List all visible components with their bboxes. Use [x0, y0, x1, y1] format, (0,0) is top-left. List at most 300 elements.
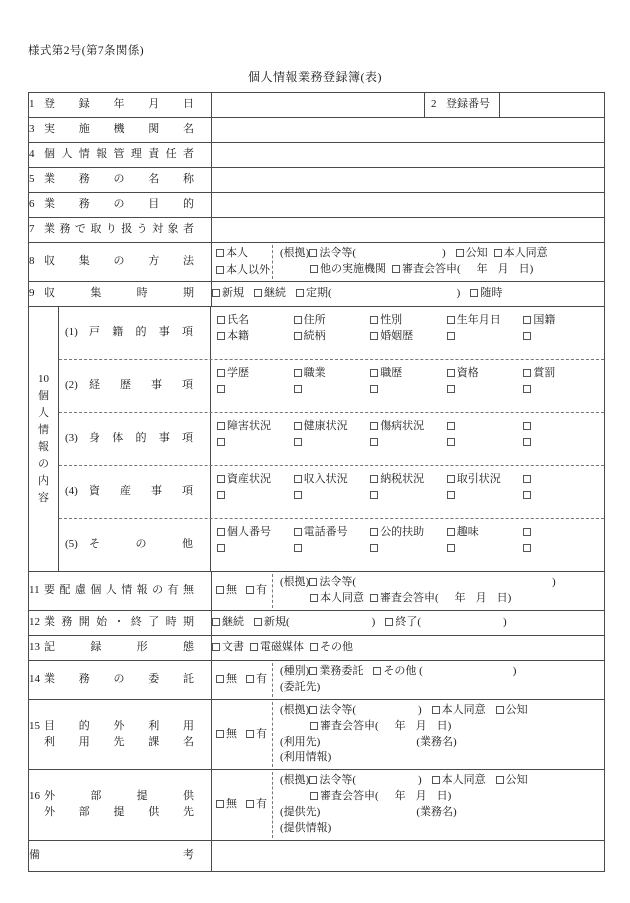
row-label-9	[29, 281, 212, 306]
row-number-4: 4	[29, 148, 35, 161]
row-number-8: 8	[29, 254, 35, 267]
checkbox-icon[interactable]	[309, 578, 317, 586]
checkbox-column	[217, 523, 294, 555]
checkbox-option[interactable]	[447, 486, 524, 502]
checkbox-option-continued[interactable]	[212, 615, 244, 631]
use-info-line[interactable]: (利用情報)	[280, 751, 332, 764]
subsection-label-2	[59, 360, 211, 412]
checkbox-option[interactable]	[370, 539, 447, 555]
checkbox-icon[interactable]	[447, 316, 455, 324]
basis-line-2	[280, 591, 600, 607]
row-number-3: 3	[29, 123, 35, 136]
checkbox-label: 業務委託	[319, 664, 364, 677]
checkbox-icon[interactable]	[523, 438, 531, 446]
checkbox-option[interactable]	[217, 539, 294, 555]
checkbox-option[interactable]	[217, 470, 294, 486]
checkbox-label: 本人同意	[503, 247, 548, 259]
provision-destination-label[interactable]: (提供先)	[280, 806, 321, 819]
collection-source-group	[212, 243, 272, 281]
checkbox-icon[interactable]	[294, 316, 302, 324]
business-name-label[interactable]: (業務名)	[416, 735, 457, 748]
checkbox-label: 有	[256, 672, 267, 685]
checkbox-label: 納税状況	[380, 472, 425, 485]
label-line-1	[29, 789, 211, 805]
checkbox-icon[interactable]	[373, 667, 381, 675]
checkbox-label: 資格	[456, 366, 479, 379]
checkbox-label: 他の実施機関	[320, 262, 386, 275]
checkbox-icon[interactable]	[447, 332, 455, 340]
checkbox-label: 法令等(	[319, 774, 356, 787]
vlabel-char: 内	[38, 474, 49, 487]
basis-line-2	[280, 719, 600, 735]
basis-line-1	[280, 773, 600, 789]
checkbox-option-honnin-igai[interactable]	[216, 262, 268, 279]
checkbox-label: 有	[256, 798, 267, 811]
checkbox-icon[interactable]	[310, 265, 318, 273]
row-number-9: 9	[29, 286, 35, 299]
row-label-text-remarks: 備考	[29, 849, 194, 862]
checkbox-label: 有	[256, 583, 267, 596]
row-number-5: 5	[29, 173, 35, 186]
row-number-14: 14	[29, 672, 40, 685]
checkbox-label: 無	[226, 583, 237, 596]
checkbox-icon[interactable]	[447, 369, 455, 377]
checkbox-icon[interactable]	[250, 643, 258, 651]
checkbox-icon[interactable]	[370, 544, 378, 552]
checkbox-icon[interactable]	[216, 675, 224, 683]
checkbox-icon[interactable]	[447, 528, 455, 536]
checkbox-label: 無	[226, 672, 237, 685]
row-label-15	[29, 699, 212, 770]
checkbox-column	[447, 417, 524, 449]
checkbox-icon[interactable]	[370, 316, 378, 324]
checkbox-icon[interactable]	[370, 369, 378, 377]
checkbox-icon[interactable]	[246, 730, 254, 738]
subsection-name: 経歴事項	[89, 378, 193, 391]
checkbox-icon[interactable]	[216, 800, 224, 808]
row-label-text-5: 業務の名称	[44, 173, 194, 186]
checkbox-option[interactable]	[447, 311, 524, 327]
checkbox-option-none[interactable]	[216, 727, 237, 743]
checkbox-icon[interactable]	[310, 594, 318, 602]
subsection-index: (5)	[65, 537, 78, 550]
paren-close: )	[418, 703, 422, 716]
checkbox-option-yes[interactable]	[246, 672, 267, 688]
checkbox-option-other[interactable]	[310, 640, 353, 656]
checkbox-option[interactable]	[294, 311, 371, 327]
checkbox-icon[interactable]	[212, 643, 220, 651]
checkbox-icon[interactable]	[385, 618, 393, 626]
year-label: 年	[454, 591, 466, 604]
checkbox-option[interactable]	[370, 364, 447, 380]
checkbox-option-ended[interactable]	[385, 615, 421, 631]
checkbox-icon[interactable]	[523, 422, 531, 430]
checkbox-icon[interactable]	[496, 706, 504, 714]
checkbox-label: 新規	[222, 286, 244, 299]
checkbox-label: 生年月日	[456, 313, 501, 326]
outsourcing-yesno-group	[212, 661, 272, 699]
checkbox-label: 資産状況	[227, 472, 271, 485]
checkbox-option[interactable]	[447, 433, 524, 449]
checkbox-label: 本人以外	[226, 263, 270, 276]
row-number-6: 6	[29, 198, 35, 211]
checkbox-icon[interactable]	[217, 385, 225, 393]
row-label-text-11: 要配慮個人情報の有無	[44, 583, 194, 596]
row-value-2[interactable]	[500, 93, 605, 118]
checkbox-option[interactable]	[294, 523, 371, 539]
checkbox-icon[interactable]	[246, 586, 254, 594]
checkbox-icon[interactable]	[294, 332, 302, 340]
checkbox-icon[interactable]	[212, 618, 220, 626]
checkbox-label: 学歴	[227, 366, 249, 379]
checkbox-icon[interactable]	[216, 249, 224, 257]
checkbox-icon[interactable]	[370, 422, 378, 430]
checkbox-icon[interactable]	[294, 438, 302, 446]
checkbox-icon[interactable]	[447, 475, 455, 483]
checkbox-label: 国籍	[533, 313, 556, 326]
checkbox-option[interactable]	[370, 417, 447, 433]
paren-close: )	[512, 664, 517, 677]
checkbox-option[interactable]	[447, 523, 524, 539]
checkbox-column	[217, 417, 294, 449]
checkbox-icon[interactable]	[310, 643, 318, 651]
row-value-12	[212, 610, 605, 635]
checkbox-column	[294, 311, 371, 343]
checkbox-label: 本人同意	[441, 703, 486, 716]
checkbox-option[interactable]	[523, 523, 600, 539]
checkbox-option[interactable]	[523, 364, 600, 380]
checkbox-icon[interactable]	[447, 422, 455, 430]
checkbox-option[interactable]	[447, 539, 524, 555]
checkbox-label: 審査会答申(	[320, 719, 379, 732]
checkbox-option[interactable]	[370, 433, 447, 449]
checkbox-icon[interactable]	[309, 249, 317, 257]
checkbox-column	[217, 470, 294, 502]
row-value-15	[212, 699, 605, 770]
table-row-record-format	[29, 635, 605, 660]
basis-line-2	[280, 262, 600, 278]
checkbox-column	[447, 311, 524, 343]
row-label-6	[29, 193, 212, 218]
checkbox-option[interactable]	[523, 311, 600, 327]
checkbox-option-honnin[interactable]	[216, 245, 268, 262]
checkbox-label: 電話番号	[303, 525, 348, 538]
checkbox-option-continued[interactable]	[254, 286, 286, 302]
checkbox-icon[interactable]	[370, 528, 378, 536]
row-number-16: 16	[29, 790, 40, 803]
checkbox-icon[interactable]	[310, 792, 318, 800]
checkbox-option[interactable]	[294, 539, 371, 555]
collection-basis-group	[273, 243, 604, 281]
checkbox-option[interactable]	[294, 364, 371, 380]
basis-line-1	[280, 703, 600, 719]
checkbox-icon[interactable]	[294, 422, 302, 430]
checkbox-icon[interactable]	[392, 265, 400, 273]
checkbox-column	[447, 470, 524, 502]
checkbox-option[interactable]	[370, 486, 447, 502]
checkbox-option[interactable]	[294, 417, 371, 433]
checkbox-option[interactable]	[370, 380, 447, 396]
checkbox-icon[interactable]	[523, 528, 531, 536]
checkbox-option[interactable]	[523, 539, 600, 555]
table-row-collection-method	[29, 243, 605, 282]
checkbox-option-document[interactable]	[212, 640, 244, 656]
checkbox-icon[interactable]	[294, 385, 302, 393]
checkbox-icon[interactable]	[496, 776, 504, 784]
checkbox-option-periodic[interactable]	[296, 286, 332, 302]
checkbox-icon[interactable]	[216, 586, 224, 594]
row-number-15: 15	[29, 719, 40, 732]
checkbox-icon[interactable]	[217, 422, 225, 430]
destination-label[interactable]: (利用先)	[280, 735, 321, 748]
checkbox-icon[interactable]	[294, 528, 302, 536]
subsection-name: その他	[89, 537, 193, 550]
checkbox-option[interactable]	[217, 380, 294, 396]
checkbox-icon[interactable]	[310, 722, 318, 730]
checkbox-option[interactable]	[523, 327, 600, 343]
checkbox-icon[interactable]	[217, 475, 225, 483]
checkbox-label: その他 (	[383, 664, 423, 677]
row-value-5[interactable]	[212, 168, 605, 193]
table-row-other-purpose-use	[29, 699, 605, 770]
row-label-text-8: 収集の方法	[44, 254, 194, 267]
checkbox-icon[interactable]	[212, 289, 220, 297]
checkbox-icon[interactable]	[217, 544, 225, 552]
checkbox-icon[interactable]	[447, 385, 455, 393]
checkbox-option[interactable]	[447, 470, 524, 486]
paren-close: )	[552, 575, 556, 588]
table-row-registration-date	[29, 93, 605, 118]
checkbox-option-yes[interactable]	[246, 727, 267, 743]
checkbox-icon[interactable]	[370, 385, 378, 393]
basis-prefix: (根拠)	[280, 774, 310, 787]
checkbox-column	[523, 470, 600, 502]
checkbox-icon[interactable]	[217, 369, 225, 377]
checkbox-icon[interactable]	[294, 544, 302, 552]
checkbox-option[interactable]	[217, 311, 294, 327]
checkbox-icon[interactable]	[523, 332, 531, 340]
checkbox-icon[interactable]	[523, 385, 531, 393]
checkbox-option-new[interactable]	[254, 615, 290, 631]
checkbox-label: 公知	[505, 774, 528, 787]
label-line-2	[29, 735, 211, 751]
checkbox-icon[interactable]	[217, 438, 225, 446]
checkbox-label: 文書	[222, 640, 244, 653]
checkbox-option[interactable]	[370, 470, 447, 486]
checkbox-icon[interactable]	[309, 706, 317, 714]
checkbox-label: 継続	[222, 615, 244, 628]
checkbox-label: 職歴	[380, 366, 403, 379]
checkbox-icon[interactable]	[254, 618, 262, 626]
checkbox-icon[interactable]	[254, 289, 262, 297]
row-number-11: 11	[29, 583, 40, 596]
basis-line-1	[280, 246, 600, 262]
row-label-text-13: 記録形態	[44, 640, 194, 653]
checkbox-icon[interactable]	[370, 491, 378, 499]
checkbox-icon[interactable]	[370, 332, 378, 340]
checkbox-option-none[interactable]	[216, 797, 237, 813]
row-label-11	[29, 571, 212, 610]
year-label: 年	[394, 790, 406, 803]
row-value-3[interactable]	[212, 118, 605, 143]
section-10-subsections	[59, 307, 604, 571]
year-label: 年	[394, 719, 406, 732]
checkbox-icon[interactable]	[432, 706, 440, 714]
checkbox-column	[523, 364, 600, 396]
checkbox-icon[interactable]	[494, 249, 502, 257]
basis-prefix: (根拠)	[280, 247, 310, 259]
row-label-text-7: 業務で取り扱う対象者	[44, 223, 194, 236]
checkbox-option[interactable]	[370, 523, 447, 539]
checkbox-column	[294, 470, 371, 502]
checkbox-option-yes[interactable]	[246, 583, 267, 599]
vlabel-char: 容	[38, 492, 49, 505]
checkbox-label: 続柄	[303, 329, 326, 342]
table-row-external-provision	[29, 770, 605, 841]
checkbox-icon[interactable]	[523, 369, 531, 377]
checkbox-icon[interactable]	[523, 491, 531, 499]
paren-close: )	[371, 615, 376, 628]
row-value-6[interactable]	[212, 193, 605, 218]
checkbox-icon[interactable]	[370, 438, 378, 446]
checkbox-option[interactable]	[217, 523, 294, 539]
checkbox-icon[interactable]	[370, 594, 378, 602]
checkbox-option[interactable]	[217, 433, 294, 449]
checkbox-icon[interactable]	[456, 249, 464, 257]
checkbox-column	[217, 311, 294, 343]
checkbox-label: 終了(	[395, 615, 422, 628]
checkbox-icon[interactable]	[432, 776, 440, 784]
checkbox-icon[interactable]	[246, 675, 254, 683]
checkbox-icon[interactable]	[246, 800, 254, 808]
checkbox-option-yes[interactable]	[246, 797, 267, 813]
checkbox-option[interactable]	[523, 470, 600, 486]
checkbox-icon[interactable]	[523, 316, 531, 324]
checkbox-option-none[interactable]	[216, 583, 237, 599]
checkbox-option[interactable]	[217, 417, 294, 433]
checkbox-label: 婚姻歴	[380, 329, 414, 342]
provision-info-line[interactable]: (提供情報)	[280, 822, 332, 835]
checkbox-icon[interactable]	[294, 369, 302, 377]
checkbox-option[interactable]	[217, 364, 294, 380]
checkbox-icon[interactable]	[523, 475, 531, 483]
subsection-label-4	[59, 466, 211, 518]
checkbox-icon[interactable]	[370, 475, 378, 483]
checkbox-icon[interactable]	[294, 491, 302, 499]
checkbox-option[interactable]	[217, 486, 294, 502]
checkbox-option-new[interactable]	[212, 286, 244, 302]
checkbox-option[interactable]	[294, 470, 371, 486]
checkbox-icon[interactable]	[523, 544, 531, 552]
checkbox-column	[447, 364, 524, 396]
checkbox-icon[interactable]	[217, 491, 225, 499]
checkbox-icon[interactable]	[470, 289, 478, 297]
checkbox-icon[interactable]	[447, 438, 455, 446]
checkbox-column	[523, 311, 600, 343]
checkbox-option[interactable]	[217, 327, 294, 343]
checkbox-label: 職業	[303, 366, 326, 379]
checkbox-icon[interactable]	[217, 528, 225, 536]
subsection-2	[59, 360, 604, 413]
checkbox-option[interactable]	[523, 433, 600, 449]
checkbox-option[interactable]	[523, 486, 600, 502]
subsection-items-4	[211, 466, 604, 518]
checkbox-column	[370, 523, 447, 555]
day-label: 日)	[436, 790, 452, 803]
subsection-items-1	[211, 307, 604, 359]
outsourcing-detail-group	[273, 661, 604, 699]
row-value-7[interactable]	[212, 218, 605, 243]
checkbox-icon[interactable]	[217, 332, 225, 340]
subsection-items-2	[211, 360, 604, 412]
checkbox-label: 個人番号	[227, 525, 271, 538]
checkbox-option[interactable]	[294, 380, 371, 396]
checkbox-label: 無	[226, 798, 237, 811]
row-label-text-6: 業務の目的	[44, 198, 194, 211]
subsection-index: (3)	[65, 431, 78, 444]
table-row-sensitive-info	[29, 571, 605, 610]
checkbox-option[interactable]	[447, 380, 524, 396]
checkbox-option-none[interactable]	[216, 672, 237, 688]
checkbox-icon[interactable]	[217, 316, 225, 324]
checkbox-icon[interactable]	[309, 667, 317, 675]
checkbox-icon[interactable]	[309, 776, 317, 784]
checkbox-label: 審査会答申(	[380, 591, 439, 604]
checkbox-option-anytime[interactable]	[470, 286, 502, 302]
sensitive-yesno-group	[212, 572, 272, 610]
checkbox-icon[interactable]	[296, 289, 304, 297]
contractor-line[interactable]: (委託先)	[280, 680, 321, 693]
checkbox-icon[interactable]	[447, 544, 455, 552]
checkbox-option[interactable]	[447, 327, 524, 343]
checkbox-option[interactable]	[370, 327, 447, 343]
checkbox-option[interactable]	[294, 327, 371, 343]
checkbox-label: 収入状況	[303, 472, 348, 485]
checkbox-option[interactable]	[370, 311, 447, 327]
checkbox-option[interactable]	[294, 486, 371, 502]
business-name-label[interactable]: (業務名)	[416, 806, 457, 819]
row-label-16	[29, 770, 212, 841]
checkbox-icon[interactable]	[447, 491, 455, 499]
row-label-13	[29, 635, 212, 660]
checkbox-icon[interactable]	[294, 475, 302, 483]
checkbox-icon[interactable]	[216, 730, 224, 738]
row-value-4[interactable]	[212, 143, 605, 168]
checkbox-option[interactable]	[447, 364, 524, 380]
checkbox-label: 有	[256, 727, 267, 740]
vlabel-char: 報	[38, 440, 49, 453]
row-label-14	[29, 660, 212, 699]
checkbox-option[interactable]	[523, 380, 600, 396]
checkbox-option[interactable]	[294, 433, 371, 449]
row-value-remarks[interactable]	[212, 841, 605, 872]
checkbox-option[interactable]	[447, 417, 524, 433]
day-label: 日)	[496, 591, 512, 604]
row-value-1[interactable]	[212, 93, 425, 118]
checkbox-option[interactable]	[523, 417, 600, 433]
checkbox-icon[interactable]	[216, 266, 224, 274]
registration-form-table	[28, 92, 605, 872]
checkbox-option-electronic[interactable]	[250, 640, 304, 656]
checkbox-label: 傷病状況	[380, 419, 425, 432]
row-value-8	[212, 243, 605, 282]
table-row-remarks	[29, 841, 605, 872]
subsection-name: 戸籍的事項	[89, 325, 193, 338]
checkbox-column	[523, 523, 600, 555]
checkbox-column	[370, 364, 447, 396]
checkbox-label: 法令等(	[319, 575, 356, 588]
month-label: 月	[415, 790, 427, 803]
